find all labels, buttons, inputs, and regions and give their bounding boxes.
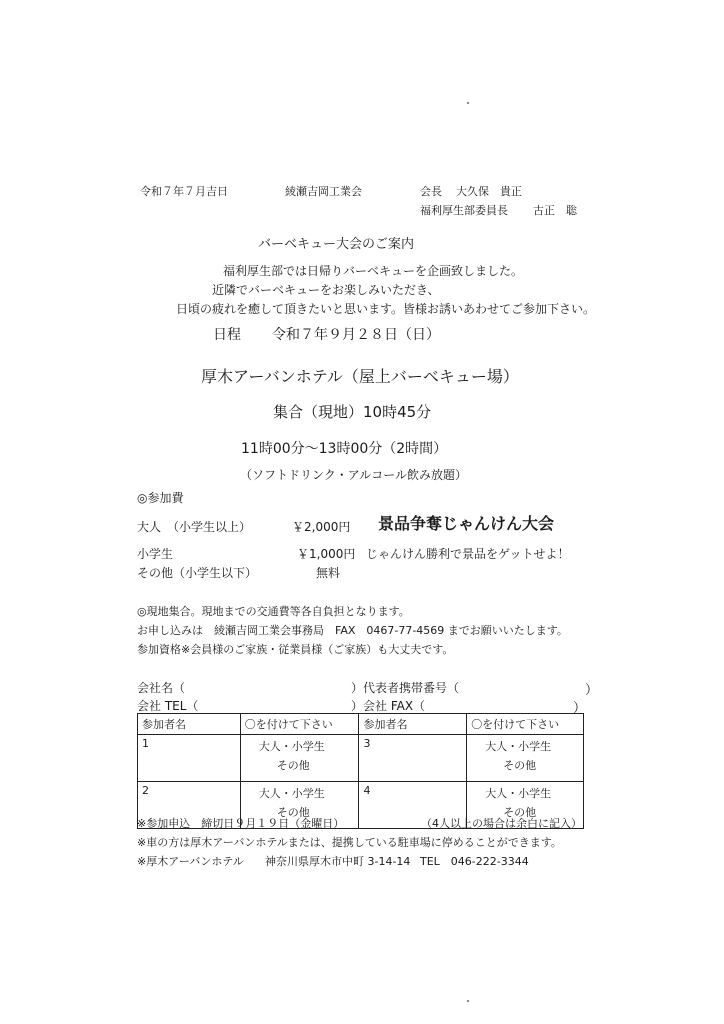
extra-participants-note: （4人以上の場合は余白に記入） (421, 817, 582, 830)
option-other[interactable]: その他 (276, 806, 310, 819)
participant-name-cell[interactable] (138, 735, 241, 782)
schedule-label: 日程 (213, 327, 241, 343)
company-name-field[interactable]: 会社名（ (137, 681, 186, 695)
intro-line-3: 日頃の疲れを癒して頂きたいと思います。皆様お誘いあわせてご参加下さい。 (176, 302, 596, 316)
intro-line-1: 福利厚生部では日帰りバーベキューを企画致しました。 (223, 264, 524, 278)
game-note: じゃんけん勝利で景品をゲットせよ！ (366, 547, 570, 561)
schedule-date: 令和７年９月２８日（日） (272, 327, 440, 343)
company-fax-field[interactable]: ）会社 FAX（ (351, 699, 426, 713)
col-header-name-2: 参加者名 (359, 714, 467, 735)
participant-number: 4 (363, 784, 371, 797)
intro-line-2: 近隣でバーベキューをお楽しみいただき、 (212, 283, 440, 297)
game-title: 景品争奪じゃんけん大会 (378, 514, 555, 533)
participant-number: 1 (142, 737, 149, 750)
option-adult-child[interactable]: 大人・小学生 (485, 787, 552, 800)
note-application: お申し込みは 綾瀬吉岡工業会事務局 FAX 0467-77-4569 までお願いいたします。 (137, 624, 568, 637)
fee-category-adult: 大人 （小学生以上） (137, 520, 252, 534)
col-header-check-1: 〇を付けて下さい (240, 714, 359, 735)
fee-category-child: 小学生 (137, 547, 174, 561)
chair-title: 会長 (420, 185, 442, 198)
fee-price-adult: ￥2,000円 (292, 520, 351, 534)
participant-number: 3 (363, 737, 371, 750)
hotel-address: 神奈川県厚木市中町 3-14-14 (265, 855, 411, 868)
table-row (138, 735, 584, 782)
col-header-check-2: 〇を付けて下さい (467, 714, 584, 735)
venue: 厚木アーバンホテル（屋上バーベキュー場） (201, 367, 519, 386)
phone-close-paren: ） (585, 683, 599, 698)
issue-date: 令和７年７月吉日 (140, 185, 228, 198)
note-gathering: ◎現地集合。現地までの交通費等各自負担となります。 (137, 605, 410, 618)
parking-note: ※車の方は厚木アーバンホテルまたは、提携している駐車場に停めることができます。 (137, 836, 562, 849)
option-adult-child[interactable]: 大人・小学生 (258, 740, 325, 753)
fee-price-other: 無料 (316, 566, 341, 580)
option-other[interactable]: その他 (503, 806, 537, 819)
participant-table-header (138, 714, 584, 735)
company-tel-field[interactable]: 会社 TEL（ (137, 699, 199, 713)
committee-title: 福利厚生部委員長 (420, 204, 508, 217)
participant-number: 2 (142, 784, 149, 797)
participant-type-cell[interactable] (467, 735, 584, 782)
scan-speck (467, 102, 469, 104)
participant-name-cell[interactable] (359, 735, 467, 782)
participant-table (137, 713, 584, 829)
committee-name: 古正 聡 (533, 204, 577, 217)
event-time: 11時00分～13時00分（2時間） (241, 441, 448, 457)
deadline-note: ※参加申込 締切日９月１９日（金曜日） (137, 817, 345, 830)
option-adult-child[interactable]: 大人・小学生 (258, 787, 325, 800)
note-eligibility: 参加資格※会員様のご家族・従業員様（ご家族）も大丈夫です。 (137, 643, 454, 656)
col-header-name-1: 参加者名 (138, 714, 241, 735)
hotel-name: ※厚木アーバンホテル (137, 855, 244, 868)
hotel-tel: TEL 046-222-3344 (420, 855, 529, 868)
option-adult-child[interactable]: 大人・小学生 (485, 740, 552, 753)
association-name: 綾瀬吉岡工業会 (285, 185, 362, 198)
fee-price-child: ￥1,000円 (297, 547, 356, 561)
representative-phone-field[interactable]: ）代表者携帯番号（ (351, 681, 460, 695)
option-other[interactable]: その他 (503, 759, 537, 772)
meeting-time: 集合（現地）10時45分 (273, 403, 432, 421)
chair-name: 大久保 貴正 (456, 185, 522, 198)
fees-heading: ◎参加費 (137, 491, 184, 505)
drinks-note: （ソフトドリンク・アルコール飲み放題） (240, 468, 468, 482)
option-other[interactable]: その他 (276, 759, 310, 772)
page-title: バーベキュー大会のご案内 (258, 237, 415, 252)
participant-type-cell[interactable] (240, 735, 359, 782)
scan-speck (467, 1000, 469, 1002)
fee-category-other: その他（小学生以下） (137, 566, 258, 580)
fax-close-paren: ） (573, 701, 587, 716)
